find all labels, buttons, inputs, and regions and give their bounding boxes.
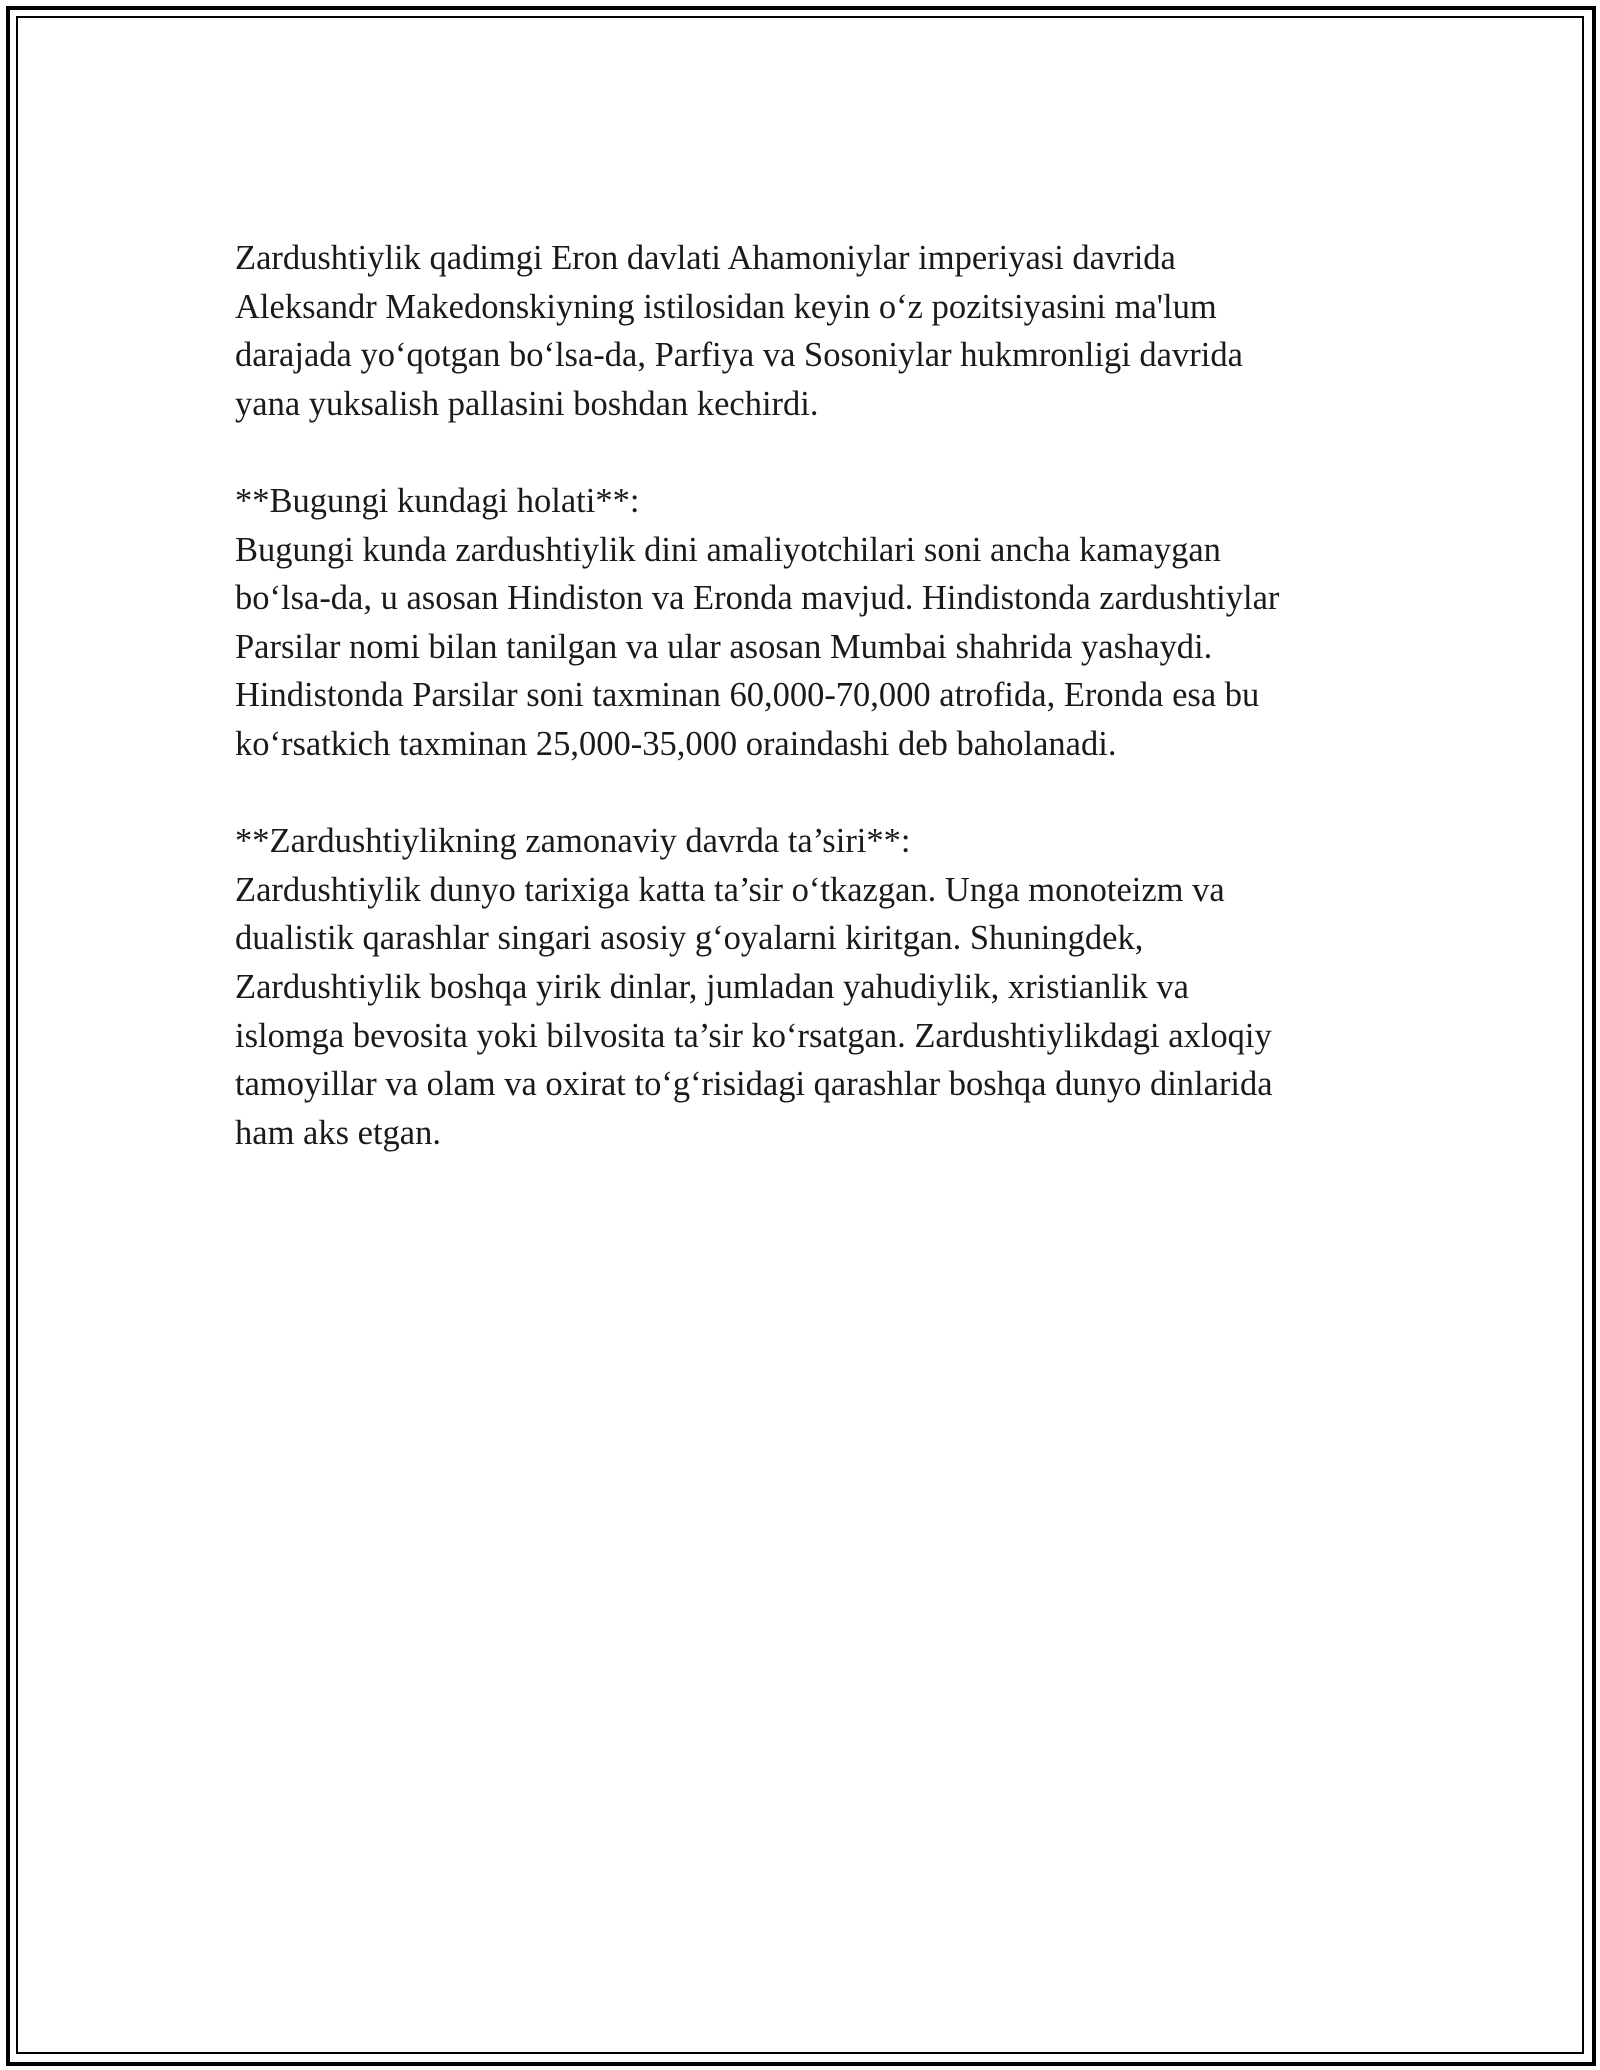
document-body [235,234,1385,1157]
paragraph-spacer [235,769,1385,818]
text-line: Parsilar nomi bilan tanilgan va ular asosan Mumbai shahrida yashaydi. [235,627,1213,666]
text-line: Hindistonda Parsilar soni taxminan 60,000-70,000 atrofida, Eronda esa bu [235,676,1260,715]
paragraph-modern-influence [235,817,1385,1157]
section-heading: **Zardushtiylikning zamonaviy davrda ta’siri**: [235,822,911,861]
text-line: tamoyillar va olam va oxirat to‘g‘risidagi qarashlar boshqa dunyo dinlarida [235,1065,1273,1104]
text-line: ham aks etgan. [235,1113,441,1152]
text-line: dualistik qarashlar singari asosiy g‘oyalarni kiritgan. Shuningdek, [235,919,1144,958]
text-line: ko‘rsatkich taxminan 25,000-35,000 oraindashi deb baholanadi. [235,724,1117,763]
text-line: yana yuksalish pallasini boshdan kechirdi. [235,384,819,423]
text-line: bo‘lsa-da, u asosan Hindiston va Eronda mavjud. Hindistonda zardushtiylar [235,579,1280,618]
paragraph-current-status [235,477,1385,769]
text-line: Aleksandr Makedonskiyning istilosidan keyin o‘z pozitsiyasini ma'lum [235,287,1217,326]
text-line: Zardushtiylik dunyo tarixiga katta ta’sir o‘tkazgan. Unga monoteizm va [235,870,1225,909]
paragraph-intro [235,234,1385,428]
section-heading: **Bugungi kundagi holati**: [235,481,640,520]
text-line: darajada yo‘qotgan bo‘lsa-da, Parfiya va Sosoniylar hukmronligi davrida [235,336,1243,375]
text-line: Bugungi kunda zardushtiylik dini amaliyotchilari soni ancha kamaygan [235,530,1221,569]
text-line: Zardushtiylik boshqa yirik dinlar, jumladan yahudiylik, xristianlik va [235,967,1189,1006]
text-line: islomga bevosita yoki bilvosita ta’sir ko‘rsatgan. Zardushtiylikdagi axloqiy [235,1016,1272,1055]
text-line: Zardushtiylik qadimgi Eron davlati Ahamoniylar imperiyasi davrida [235,239,1176,277]
paragraph-spacer [235,428,1385,477]
